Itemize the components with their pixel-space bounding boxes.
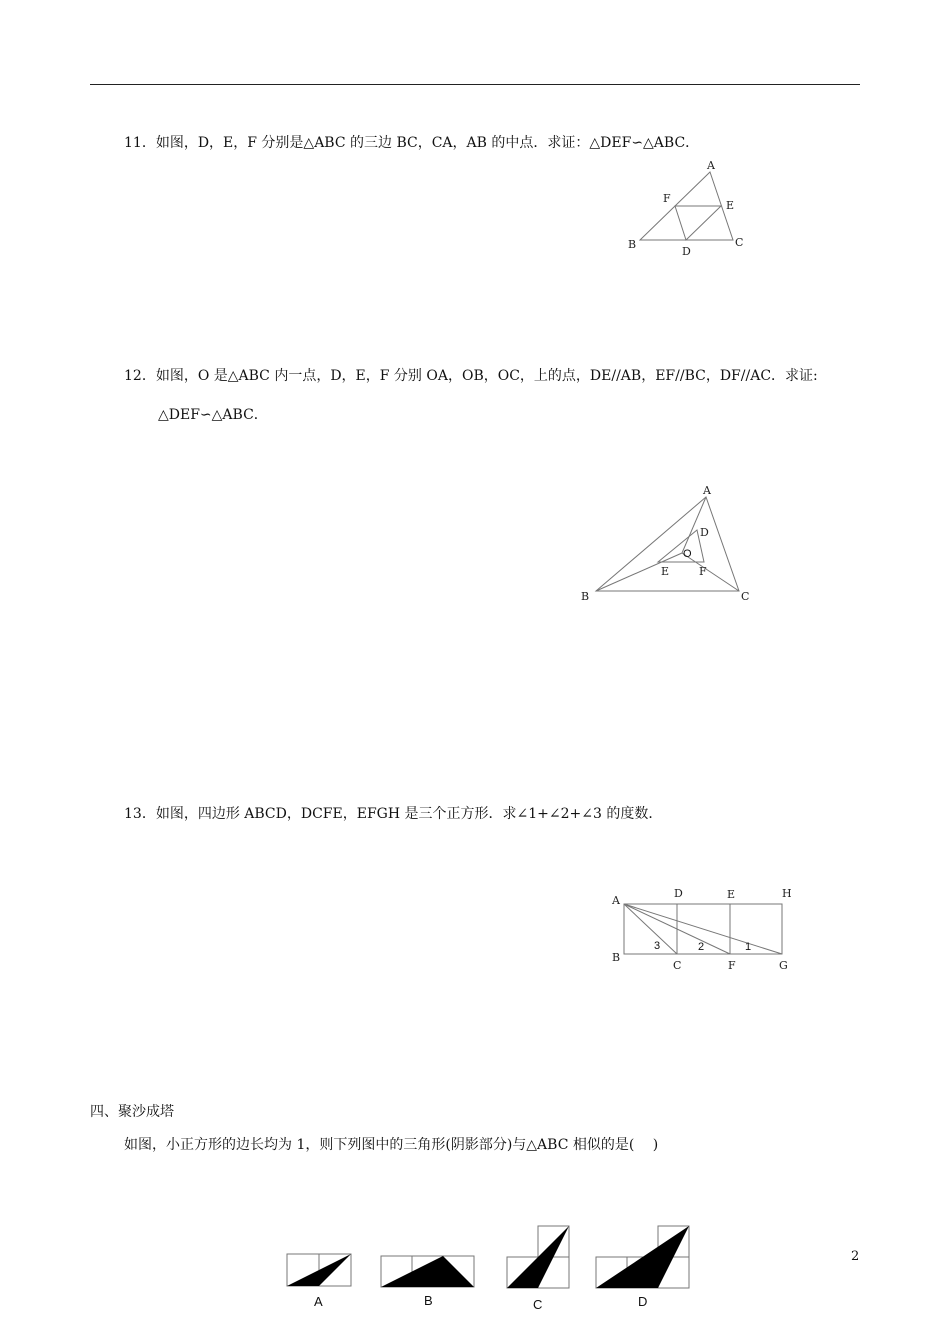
- fig13-label-g: G: [779, 959, 788, 972]
- fig13-label-h: H: [782, 887, 792, 900]
- fig11-label-c: C: [735, 236, 744, 249]
- fig11-label-a: A: [707, 159, 715, 172]
- fig13-angle-2: 2: [698, 941, 705, 953]
- fig12-label-o: O: [683, 548, 692, 560]
- segment-oa: [682, 497, 706, 553]
- fig12-label-f: F: [699, 565, 707, 578]
- figure-11-triangle: [640, 172, 733, 240]
- question-12-text-line1: 12．如图，O 是△ABC 内一点，D，E，F 分别 OA，OB，OC，上的点，DE//AB，EF//BC，DF//AC．求证:: [124, 368, 818, 384]
- option-label-b: B: [424, 1293, 433, 1308]
- fig13-angle-1: 1: [745, 941, 752, 953]
- fig11-label-d: D: [682, 245, 691, 258]
- fig12-label-c: C: [741, 590, 750, 603]
- option-label-c: C: [533, 1297, 543, 1312]
- fig13-angle-3: 3: [654, 940, 661, 952]
- option-label-d: D: [638, 1294, 648, 1309]
- fig13-label-d: D: [674, 887, 683, 900]
- fig13-label-c: C: [673, 959, 682, 972]
- fig12-label-e: E: [661, 565, 670, 578]
- option-figure-c: [507, 1226, 569, 1288]
- fig11-label-f: F: [663, 192, 671, 205]
- option-label-a: A: [314, 1294, 323, 1309]
- question-13-text: 13．如图，四边形 ABCD，DCFE，EFGH 是三个正方形．求∠1+∠2+∠3 的度数．: [124, 806, 663, 822]
- fig13-label-e: E: [727, 888, 736, 901]
- fig11-label-b: B: [628, 238, 637, 251]
- option-figure-b: [381, 1256, 474, 1287]
- segment-ob: [596, 553, 682, 591]
- fig13-label-b: B: [612, 951, 621, 964]
- fig12-label-b: B: [581, 590, 590, 603]
- section-4-question-text: 如图，小正方形的边长均为 1，则下列图中的三角形(阴影部分)与△ABC 相似的是( ): [124, 1137, 659, 1153]
- section-4-heading: 四、聚沙成塔: [90, 1104, 174, 1120]
- option-figure-d: [596, 1226, 689, 1288]
- page-number: 2: [851, 1249, 860, 1264]
- option-figure-a: [287, 1254, 351, 1286]
- segment-ac: [624, 904, 677, 954]
- fig12-label-a: A: [703, 484, 711, 497]
- question-12-text-line2: △DEF∽△ABC．: [158, 407, 268, 423]
- fig13-label-f: F: [728, 959, 736, 972]
- fig12-label-d: D: [700, 526, 709, 539]
- triangle-def: [658, 530, 704, 562]
- triangle-def: [675, 206, 721, 240]
- question-11-text: 11．如图，D，E，F 分别是△ABC 的三边 BC，CA，AB 的中点．求证：△DEF∽△ABC．: [124, 135, 700, 151]
- fig11-label-e: E: [726, 199, 735, 212]
- fig13-label-a: A: [612, 894, 620, 907]
